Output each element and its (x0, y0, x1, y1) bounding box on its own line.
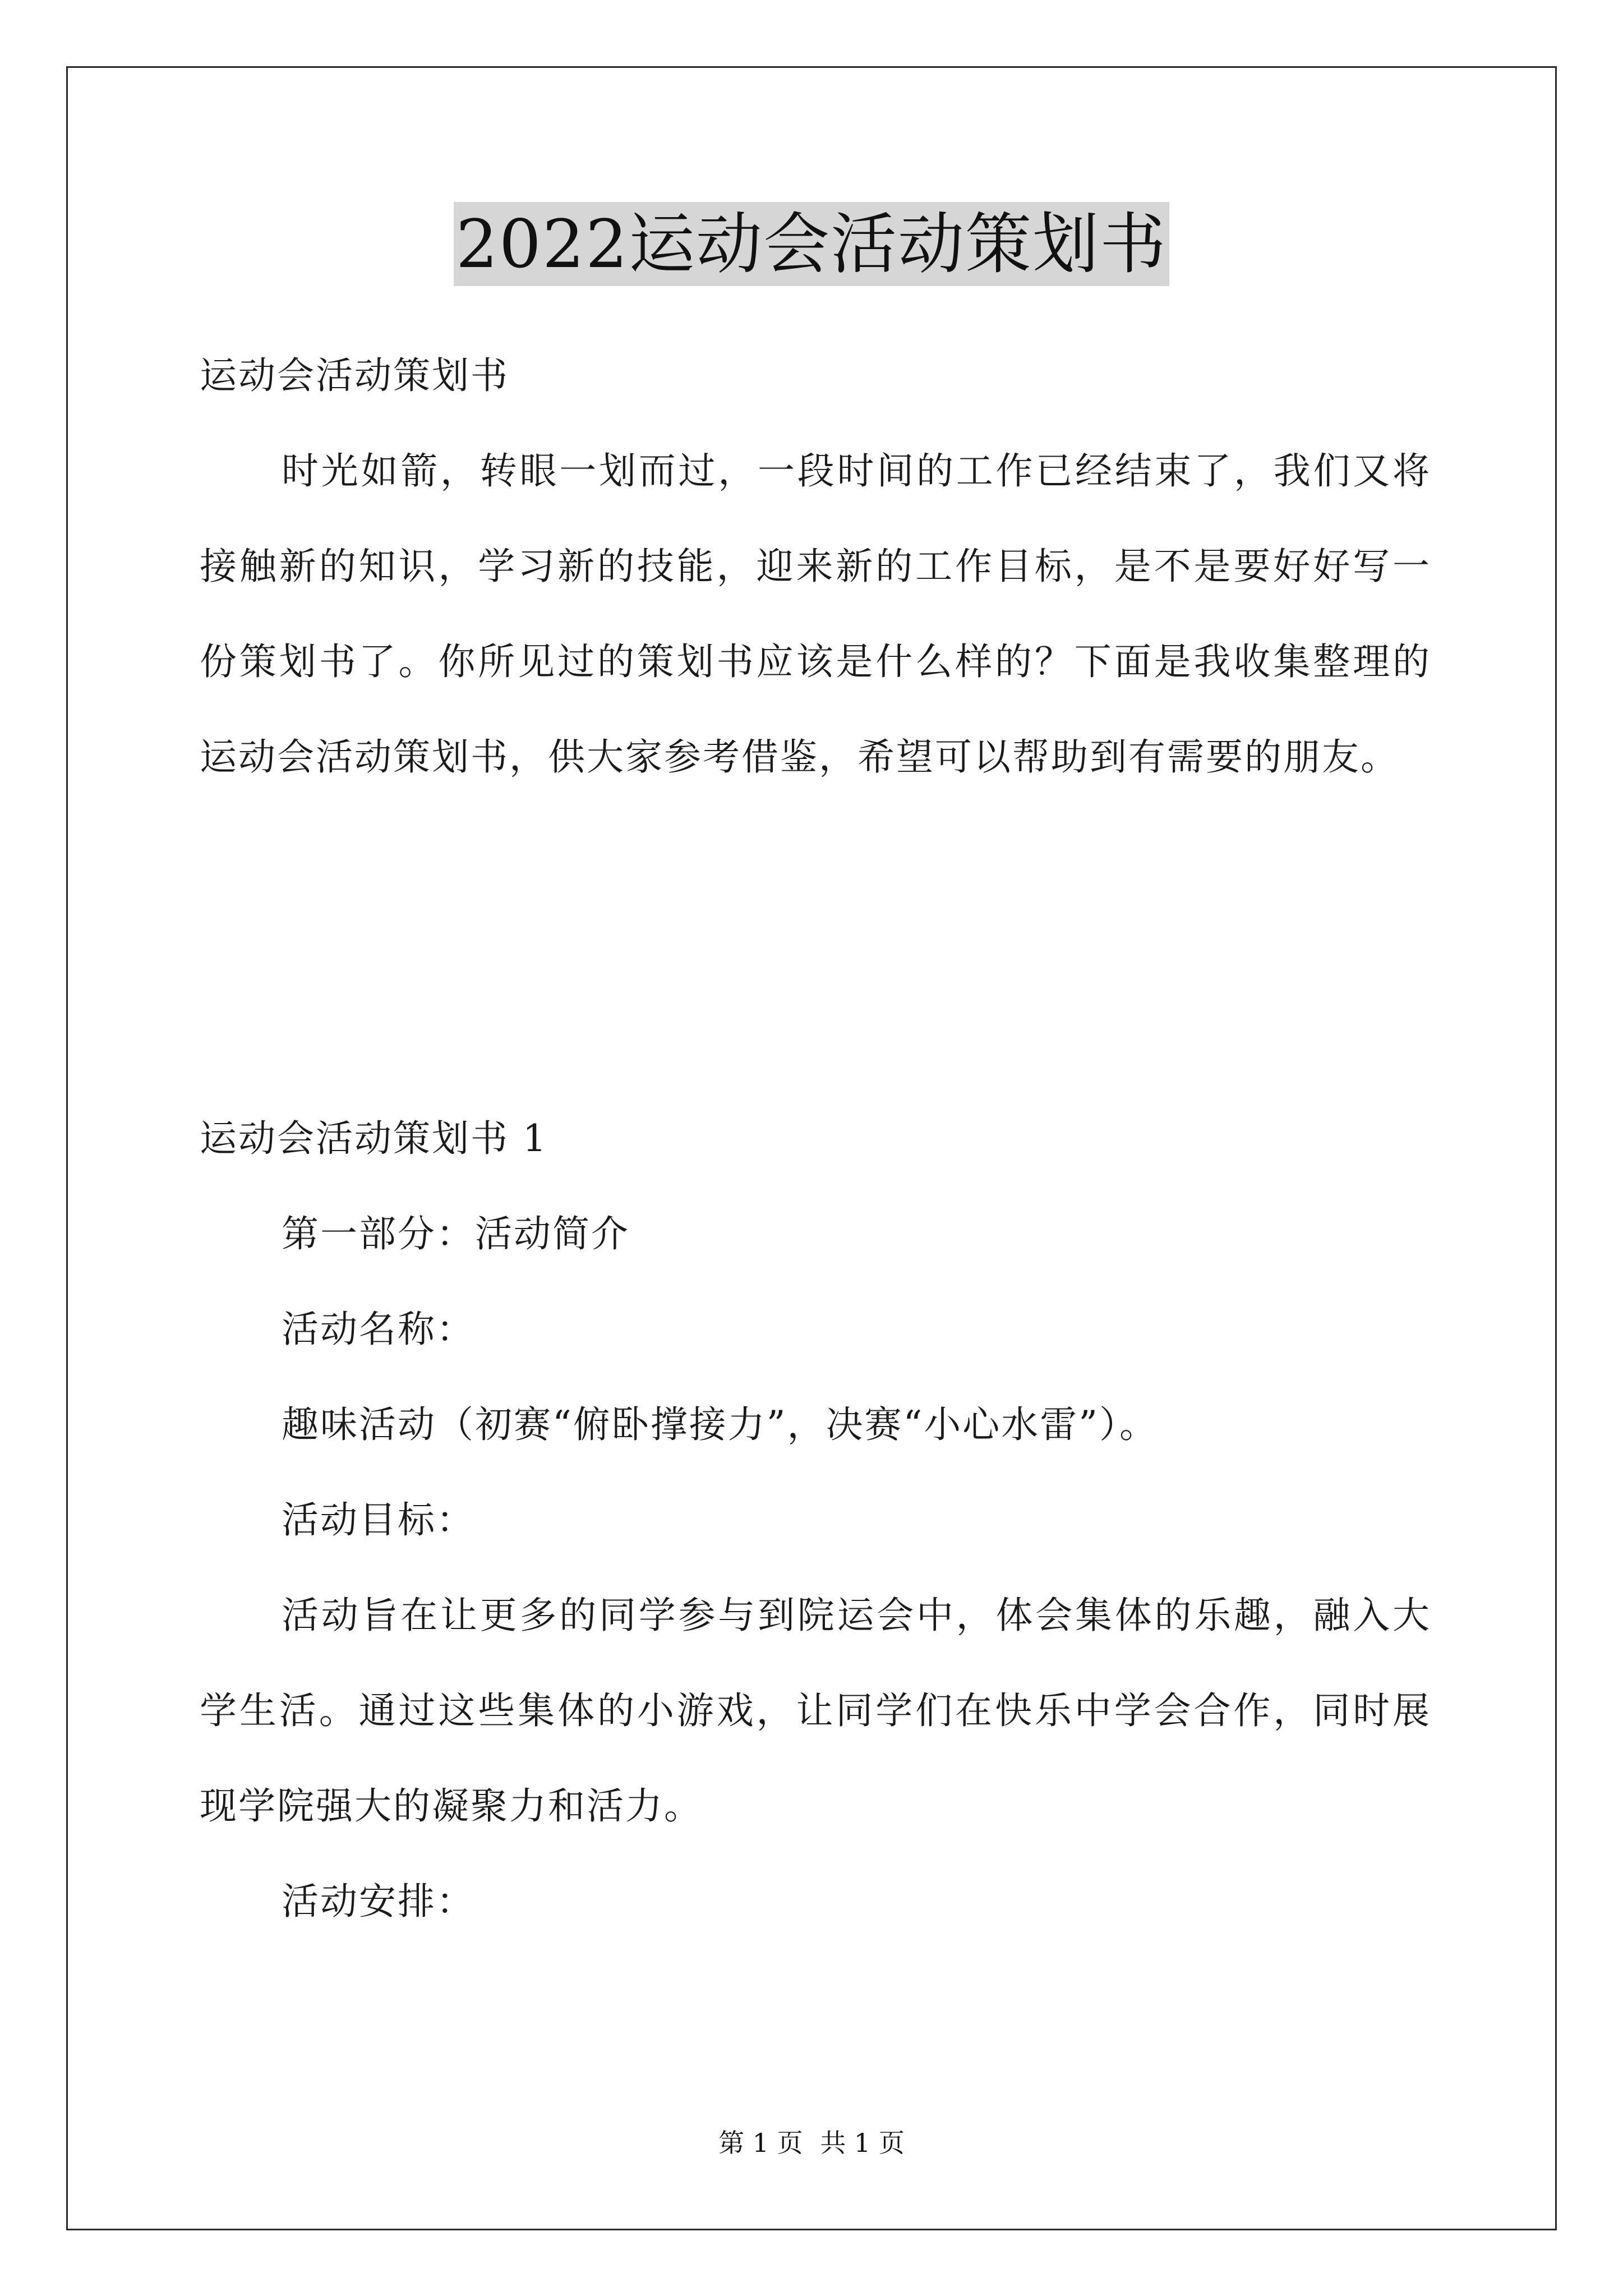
activity-arrangement-label: 活动安排： (282, 1880, 475, 1923)
page-number-current: 第 1 页 (718, 2128, 803, 2158)
intro-paragraph: 时光如箭，转眼一划而过，一段时间的工作已经结束了，我们又将接触新的知识，学习新的技能，迎来新的工作目标，是不是要好好写一份策划书了。你所见过的策划书应该是什么样的？下面是我收集整理的运动会活动策划书，供大家参考借鉴，希望可以帮助到有需要的朋友。 (200, 449, 1431, 779)
section1-heading: 运动会活动策划书 1 (200, 1117, 548, 1160)
page-number-total: 共 1 页 (820, 2128, 905, 2158)
page-footer (0, 2126, 1623, 2160)
activity-name-label: 活动名称： (282, 1308, 475, 1351)
title-container (0, 202, 1623, 286)
subtitle: 运动会活动策划书 (200, 354, 509, 397)
activity-goal-label: 活动目标： (282, 1498, 475, 1542)
activity-goal-paragraph: 活动旨在让更多的同学参与到院运会中，体会集体的乐趣，融入大学生活。通过这些集体的小游戏，让同学们在快乐中学会合作，同时展现学院强大的凝聚力和活力。 (200, 1594, 1431, 1828)
part1-heading: 第一部分：活动简介 (282, 1212, 630, 1255)
document-title: 2022运动会活动策划书 (454, 202, 1169, 286)
activity-name-value: 趣味活动（初赛“俯卧撑接力”，决赛“小心水雷”）。 (282, 1403, 1158, 1446)
